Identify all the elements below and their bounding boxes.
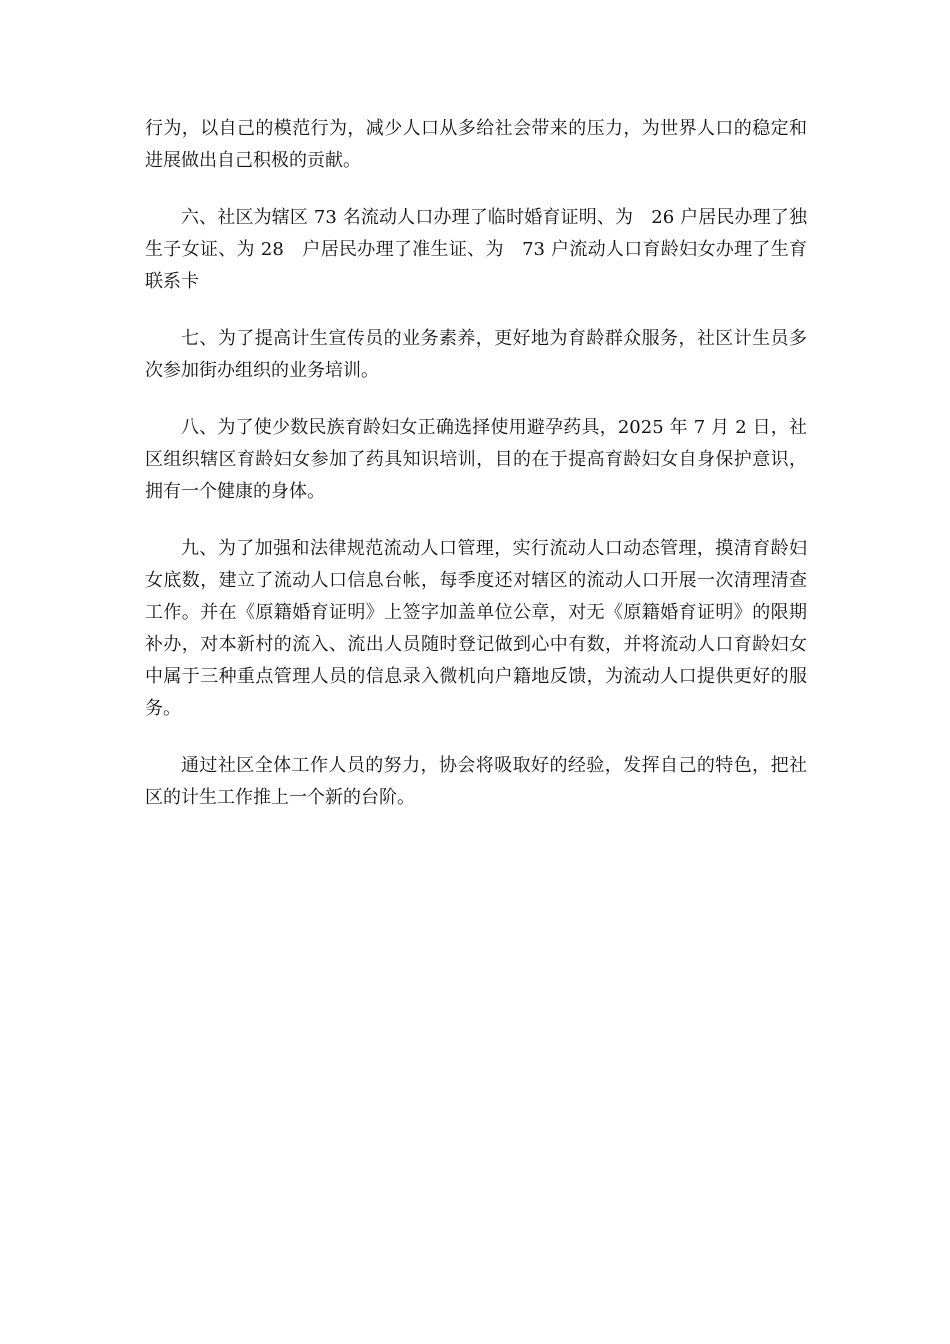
document-body: [145, 113, 807, 839]
paragraph-item-six: 六、社区为辖区 73 名流动人口办理了临时婚育证明、为 26 户居民办理了独生子女证、为 28 户居民办理了准生证、为 73 户流动人口育龄妇女办理了生育联系卡: [145, 207, 807, 292]
paragraph-continuation: 行为，以自己的模范行为，减少人口从多给社会带来的压力，为世界人口的稳定和进展做出自己积极的贡献。: [145, 118, 807, 171]
paragraph-item-seven: 七、为了提高计生宣传员的业务素养，更好地为育龄群众服务，社区计生员多次参加街办组织的业务培训。: [145, 328, 807, 381]
paragraph-item-nine: 九、为了加强和法律规范流动人口管理，实行流动人口动态管理，摸清育龄妇女底数，建立了流动人口信息台帐，每季度还对辖区的流动人口开展一次清理清查工作。并在《原籍婚育证明》上签字加盖单位公章，对无《原籍婚育证明》的限期补办，对本新村的流入、流出人员随时登记做到心中有数，并将流动人口育龄妇女中属于三种重点管理人员的信息录入微机向户籍地反馈，为流动人口提供更好的服务。: [145, 538, 807, 719]
paragraph-conclusion: 通过社区全体工作人员的努力，协会将吸取好的经验，发挥自己的特色，把社区的计生工作推上一个新的台阶。: [145, 755, 807, 808]
paragraph-item-eight: 八、为了使少数民族育龄妇女正确选择使用避孕药具，2025 年 7 月 2 日，社区组织辖区育龄妇女参加了药具知识培训，目的在于提高育龄妇女自身保护意识，拥有一个健康的身体。: [145, 417, 807, 502]
